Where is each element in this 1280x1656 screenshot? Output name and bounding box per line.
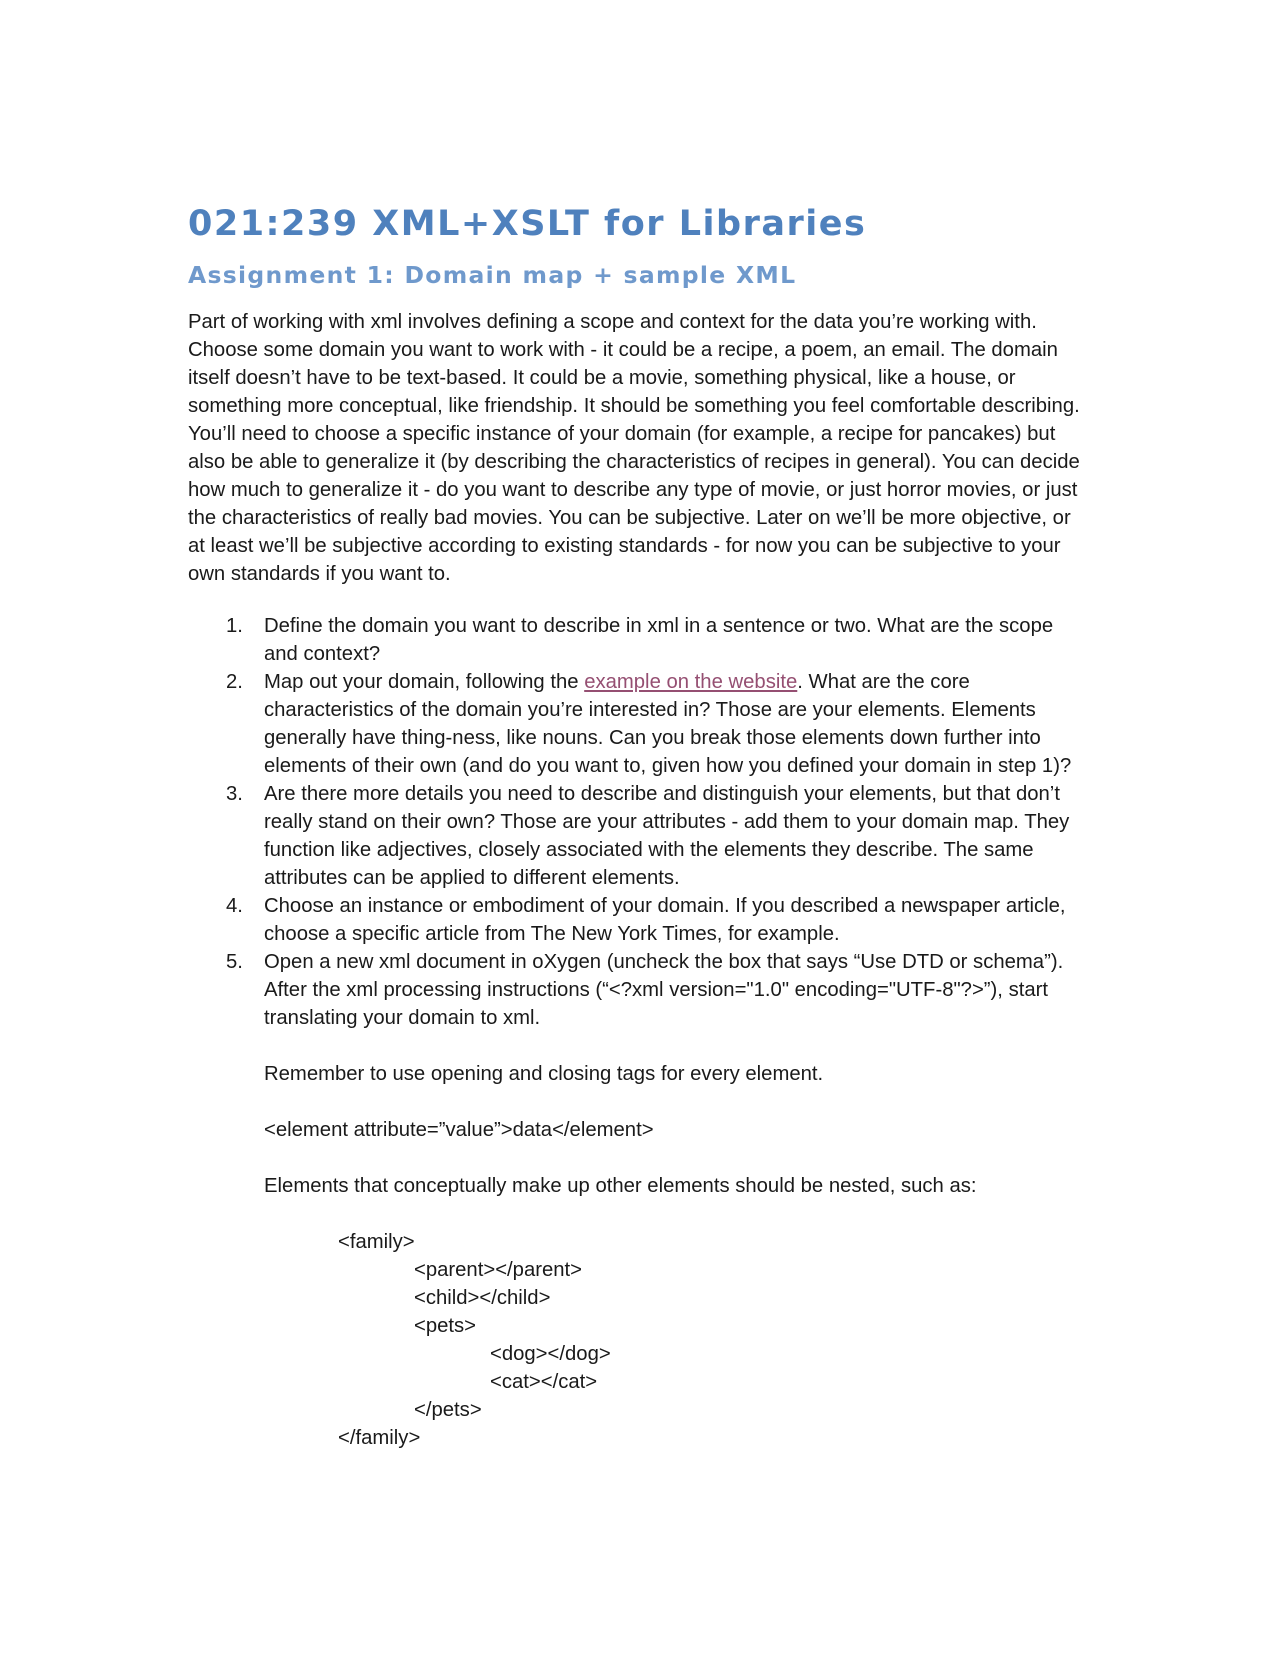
step-text-before: Map out your domain, following the <box>264 671 585 693</box>
example-website-link[interactable]: example on the website <box>584 671 798 693</box>
step-text: Are there more details you need to describe and distinguish your elements, but that don’t really stand on their own? Those are your attributes - add them to your domain map. They function like adjectives, closely associated with the elements they describe. The same attributes can be applied to different elements. <box>264 783 1070 889</box>
remember-note: Remember to use opening and closing tags for every element. <box>264 1063 824 1085</box>
list-item <box>188 948 1088 1032</box>
assignment-heading: Assignment 1: Domain map + sample XML <box>188 261 797 289</box>
list-item <box>188 892 1088 948</box>
xml-nesting-example <box>188 1228 1088 1452</box>
list-item <box>188 612 1088 668</box>
step-text-after: . What are the core characteristics of the domain you’re interested in? Those are your elements. Elements generally have thing-ness, like nouns. Can you break those elements down further into elements of their own (and do you want to, given how you defined your domain in step 1)? <box>264 671 1072 777</box>
syntax-example: <element attribute=”value”>data</element> <box>264 1119 654 1141</box>
step-text: Choose an instance or embodiment of your domain. If you described a newspaper article, choose a specific article from The New York Times, for example. <box>264 895 1066 945</box>
step-number: 5. <box>226 951 243 973</box>
code-line-dog: <dog></dog> <box>490 1343 611 1365</box>
steps-list <box>188 612 1088 1032</box>
code-line-family-open: <family> <box>338 1231 415 1253</box>
code-line-parent: <parent></parent> <box>414 1259 583 1281</box>
step-number: 3. <box>226 783 243 805</box>
step-number: 4. <box>226 895 243 917</box>
step-number: 1. <box>226 615 243 637</box>
code-line-cat: <cat></cat> <box>490 1371 598 1393</box>
nesting-note: Elements that conceptually make up other elements should be nested, such as: <box>264 1175 977 1197</box>
list-item <box>188 668 1088 780</box>
step-text: Open a new xml document in oXygen (uncheck the box that says “Use DTD or schema”). After the xml processing instructions (“<?xml version="1.0" encoding="UTF-8"?>”), start translating your domain to xml. <box>264 951 1064 1029</box>
code-line-child: <child></child> <box>414 1287 551 1309</box>
list-item <box>188 780 1088 892</box>
code-line-family-close: </family> <box>338 1427 421 1449</box>
step-text: Define the domain you want to describe in xml in a sentence or two. What are the scope and context? <box>264 615 1054 665</box>
code-line-pets-close: </pets> <box>414 1399 482 1421</box>
step-number: 2. <box>226 671 243 693</box>
intro-paragraph: Part of working with xml involves defining a scope and context for the data you’re working with. Choose some domain you want to work with - it could be a recipe, a poem, an email. The domain itself doesn’t have to be text-based. It could be a movie, something physical, like a house, or something more conceptual, like friendship. It should be something you feel comfortable describing. You’ll need to choose a specific instance of your domain (for example, a recipe for pancakes) but also be able to generalize it (by describing the characteristics of recipes in general). You can decide how much to generalize it - do you want to describe any type of movie, or just horror movies, or just the characteristics of really bad movies. You can be subjective. Later on we’ll be more objective, or at least we’ll be subjective according to existing standards - for now you can be subjective to your own standards if you want to. <box>188 311 1080 585</box>
code-line-pets-open: <pets> <box>414 1315 477 1337</box>
document-title: 021:239 XML+XSLT for Libraries <box>188 204 867 244</box>
document-page <box>188 200 1088 1452</box>
